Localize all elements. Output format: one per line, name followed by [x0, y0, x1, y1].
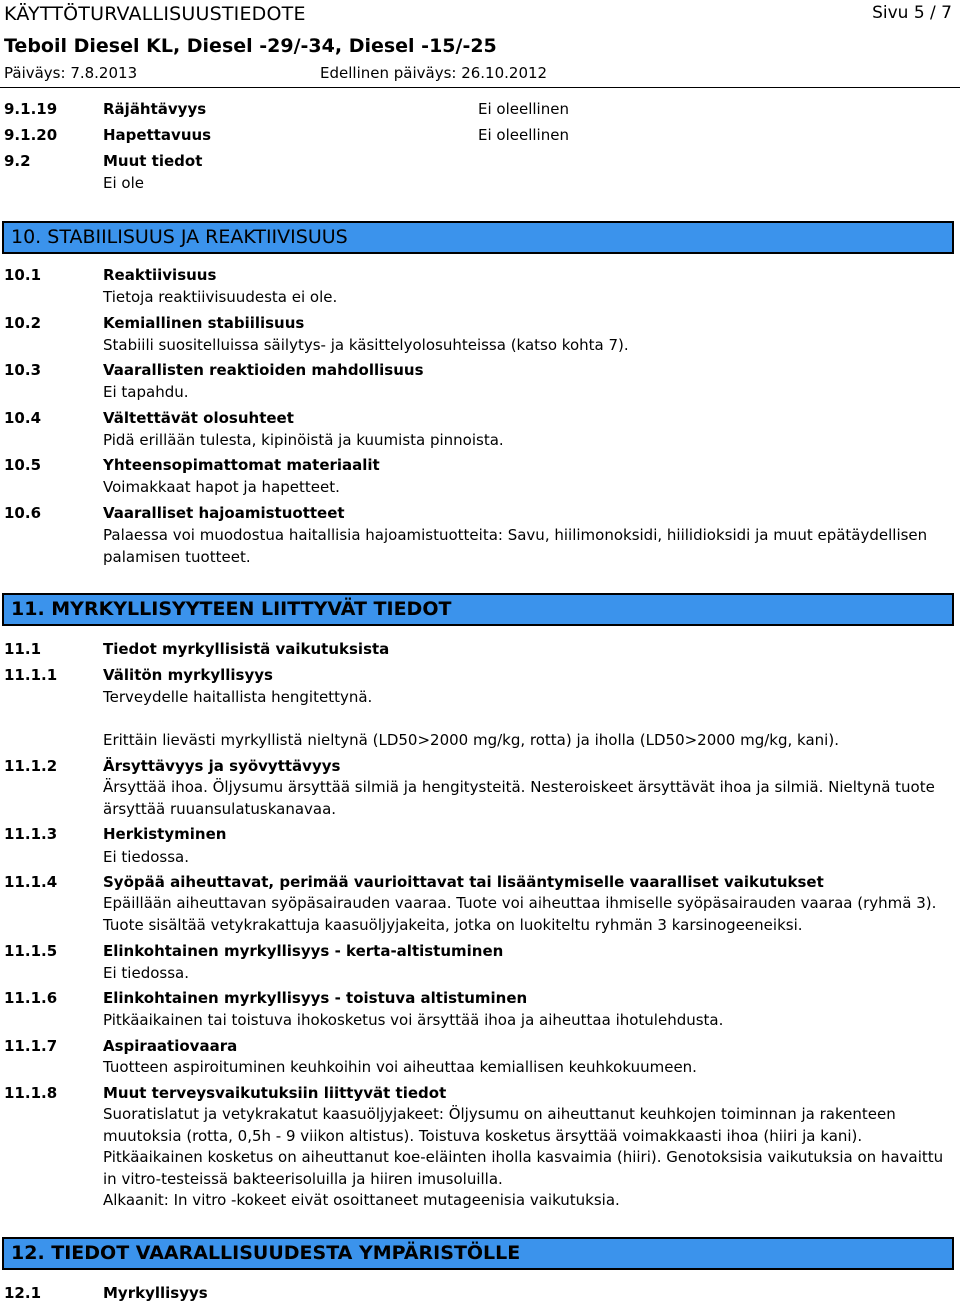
item-text: Tuotteen aspiroituminen keuhkoihin voi aiheuttaa kemiallisen keuhkokuumeen.	[103, 1058, 697, 1076]
item-label: Aspiraatiovaara	[103, 1037, 238, 1055]
item-text: Pidä erillään tulesta, kipinöistä ja kuumista pinnoista.	[103, 431, 504, 449]
item-label: Vaarallisten reaktioiden mahdollisuus	[103, 361, 424, 379]
item-label: Muut terveysvaikutuksiin liittyvät tiedot	[103, 1084, 447, 1102]
item-label: Yhteensopimattomat materiaalit	[103, 456, 380, 474]
item-number: 11.1.5	[4, 942, 58, 960]
item-number: 12.1	[4, 1284, 42, 1302]
item-number: 11.1.7	[4, 1037, 58, 1055]
item-number: 11.1	[4, 640, 42, 658]
item-text: Pitkäaikainen tai toistuva ihokosketus voi ärsyttää ihoa ja aiheuttaa ihotulehdusta.	[103, 1011, 724, 1029]
item-number: 11.1.3	[4, 825, 58, 843]
item-number: 10.5	[4, 456, 42, 474]
item-text: Ärsyttää ihoa. Öljysumu ärsyttää silmiä ja hengitysteitä. Nesteroiskeet ärsyttävät ihoa ja silmiä. Nieltynä tuote ärsyttää ruuansulatuskanavaa.	[103, 778, 935, 818]
item-label: Syöpää aiheuttavat, perimää vaurioittavat tai lisääntymiselle vaaralliset vaikutukset	[103, 873, 824, 891]
item-label: Elinkohtainen myrkyllisyys - toistuva altistuminen	[103, 989, 528, 1007]
issue-date: Päiväys: 7.8.2013	[4, 64, 138, 82]
item-label: Vaaralliset hajoamistuotteet	[103, 504, 345, 522]
item-number: 10.6	[4, 504, 42, 522]
item-text: Ei ole	[103, 174, 144, 192]
previous-date: Edellinen päiväys: 26.10.2012	[320, 64, 548, 82]
section-heading-10: 10. STABIILISUUS JA REAKTIIVISUUS	[2, 221, 954, 254]
item-label: Kemiallinen stabiilisuus	[103, 314, 305, 332]
item-number: 11.1.2	[4, 757, 58, 775]
item-text: Erittäin lievästi myrkyllistä nieltynä (LD50>2000 mg/kg, rotta) ja iholla (LD50>2000 mg/kg, kani).	[103, 731, 839, 749]
item-label: Elinkohtainen myrkyllisyys - kerta-altistuminen	[103, 942, 504, 960]
item-text: Epäillään aiheuttavan syöpäsairauden vaaraa. Tuote voi aiheuttaa ihmiselle syöpäsairauden vaaraa (ryhmä 3). Tuote sisältää vetykrakattuja kaasuöljyjakeita, jotka on luokiteltu ryhmän 3 karsinogeeneiksi.	[103, 894, 937, 934]
item-label: Välitön myrkyllisyys	[103, 666, 273, 684]
item-text: Terveydelle haitallista hengitettynä.	[103, 688, 373, 706]
item-number: 10.4	[4, 409, 42, 427]
item-text: Ei tiedossa.	[103, 848, 189, 866]
section-heading-11: 11. MYRKYLLISYYTEEN LIITTYVÄT TIEDOT	[2, 593, 954, 626]
product-name: Teboil Diesel KL, Diesel -29/-34, Diesel -15/-25	[4, 35, 497, 57]
item-value: Ei oleellinen	[478, 100, 569, 118]
item-text: Alkaanit: In vitro -kokeet eivät osoittaneet mutageenisia vaikutuksia.	[103, 1191, 620, 1209]
item-label: Ärsyttävyys ja syövyttävyys	[103, 757, 341, 775]
item-text: Palaessa voi muodostua haitallisia hajoamistuotteita: Savu, hiilimonoksidi, hiilidioksidi ja muut epätäydellisen palamisen tuotteet.	[103, 526, 928, 566]
item-number: 10.1	[4, 266, 42, 284]
item-label: Räjähtävyys	[103, 100, 207, 118]
item-label: Muut tiedot	[103, 152, 203, 170]
item-text: Voimakkaat hapot ja hapetteet.	[103, 478, 340, 496]
item-value: Ei oleellinen	[478, 126, 569, 144]
item-label: Vältettävät olosuhteet	[103, 409, 294, 427]
section-heading-12: 12. TIEDOT VAARALLISUUDESTA YMPÄRISTÖLLE	[2, 1237, 954, 1270]
item-number: 9.1.20	[4, 126, 58, 144]
item-number: 11.1.6	[4, 989, 58, 1007]
item-text: Ei tiedossa.	[103, 964, 189, 982]
item-label: Reaktiivisuus	[103, 266, 217, 284]
item-text: Tietoja reaktiivisuudesta ei ole.	[103, 288, 338, 306]
item-number: 11.1.1	[4, 666, 58, 684]
item-label: Hapettavuus	[103, 126, 212, 144]
item-label: Tiedot myrkyllisistä vaikutuksista	[103, 640, 390, 658]
header-divider	[0, 87, 960, 88]
item-text: Stabiili suositelluissa säilytys- ja käsittelyolosuhteissa (katso kohta 7).	[103, 336, 629, 354]
item-number: 9.1.19	[4, 100, 58, 118]
item-number: 9.2	[4, 152, 31, 170]
page-number: Sivu 5 / 7	[872, 3, 952, 23]
item-number: 10.3	[4, 361, 42, 379]
item-number: 11.1.4	[4, 873, 58, 891]
item-text: Ei tapahdu.	[103, 383, 189, 401]
item-number: 11.1.8	[4, 1084, 58, 1102]
item-label: Myrkyllisyys	[103, 1284, 208, 1302]
item-number: 10.2	[4, 314, 42, 332]
item-text: Suoratislatut ja vetykrakatut kaasuöljyjakeet: Öljysumu on aiheuttanut keuhkojen toiminnan ja rakenteen muutoksia (rotta, 0,5h - 9 viikon altistus). Toistuva kosketus ärsyttää voimakkaasti ihoa (hiiri ja kani). Pitkäaikainen kosketus on aiheuttanut koe-eläinten iholla kasvaimia (hiiri). Genotoksisia vaikutuksia on havaittu in vitro-testeissä bakteerisoluilla ja hiiren imusoluilla.	[103, 1105, 944, 1188]
document-title: KÄYTTÖTURVALLISUUSTIEDOTE	[4, 3, 306, 25]
item-label: Herkistyminen	[103, 825, 227, 843]
